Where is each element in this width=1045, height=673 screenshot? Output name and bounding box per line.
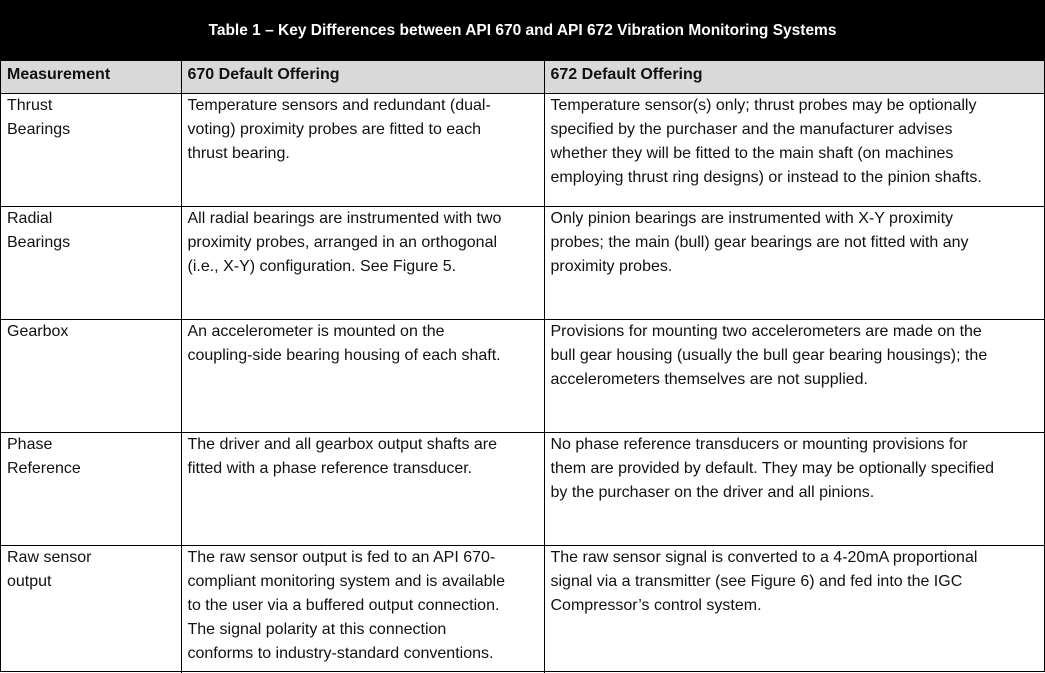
api672-cell [544, 546, 1044, 673]
api670-cell [181, 207, 544, 320]
api670-cell [181, 320, 544, 433]
measurement-cell [1, 94, 181, 207]
api672-text: Provisions for mounting two accelerometers are made on the bull gear housing (usually the bull gear bearing housings); the accelerometers themselves are not supplied. [551, 320, 1039, 392]
api670-cell [181, 94, 544, 207]
api672-text: Temperature sensor(s) only; thrust probes may be optionally specified by the purchaser and the manufacturer advises whether they will be fitted to the main shaft (on machines employing thrust ring designs) or instead to the pinion shafts. [551, 94, 1039, 190]
table-title [1, 1, 1044, 61]
header-670: 670 Default Offering [181, 61, 544, 94]
measurement-cell [1, 546, 181, 673]
api670-cell [181, 433, 544, 546]
table-row [1, 546, 1044, 673]
api672-text: Only pinion bearings are instrumented with X-Y proximity probes; the main (bull) gear bearings are not fitted with any proximity probes. [551, 207, 1039, 279]
api672-text: No phase reference transducers or mounting provisions for them are provided by default. They may be optionally specified by the purchaser on the driver and all pinions. [551, 433, 1039, 505]
api672-cell [544, 207, 1044, 320]
table-row [1, 320, 1044, 433]
api670-text: The driver and all gearbox output shafts are fitted with a phase reference transducer. [188, 433, 538, 481]
measurement-text: Gearbox [7, 320, 175, 344]
table-title-text: Table 1 – Key Differences between API 670 and API 672 Vibration Monitoring Systems [209, 22, 837, 40]
api672-cell [544, 320, 1044, 433]
api670-text: An accelerometer is mounted on the coupling-side bearing housing of each shaft. [188, 320, 538, 368]
api670-text: The raw sensor output is fed to an API 670- compliant monitoring system and is available to the user via a buffered output connection. The signal polarity at this connection conforms to industry-standard conventions. [188, 546, 538, 666]
header-measurement: Measurement [1, 61, 181, 94]
header-row [1, 61, 1044, 94]
measurement-cell [1, 320, 181, 433]
table-row [1, 207, 1044, 320]
measurement-text: Radial Bearings [7, 207, 175, 255]
api670-text: Temperature sensors and redundant (dual- voting) proximity probes are fitted to each thrust bearing. [188, 94, 538, 166]
api672-cell [544, 433, 1044, 546]
table-row [1, 94, 1044, 207]
api670-text: All radial bearings are instrumented with two proximity probes, arranged in an orthogonal (i.e., X-Y) configuration. See Figure 5. [188, 207, 538, 279]
measurement-cell [1, 207, 181, 320]
measurement-cell [1, 433, 181, 546]
api670-cell [181, 546, 544, 673]
comparison-table [1, 61, 1044, 673]
table-row [1, 433, 1044, 546]
measurement-text: Thrust Bearings [7, 94, 175, 142]
api672-cell [544, 94, 1044, 207]
api672-text: The raw sensor signal is converted to a 4-20mA proportional signal via a transmitter (see Figure 6) and fed into the IGC Compressor’s control system. [551, 546, 1039, 618]
measurement-text: Raw sensor output [7, 546, 175, 594]
measurement-text: Phase Reference [7, 433, 175, 481]
header-672: 672 Default Offering [544, 61, 1044, 94]
